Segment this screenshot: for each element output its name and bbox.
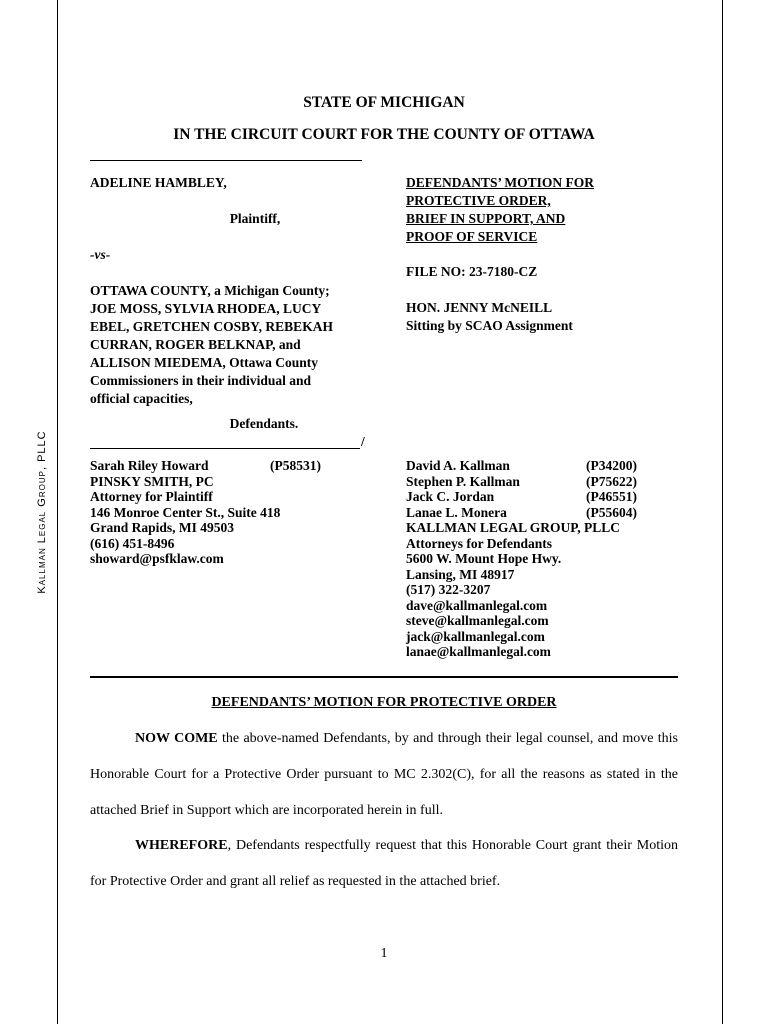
defense-attorney-bar: (P55604)	[586, 504, 637, 520]
defense-counsel-email: jack@kallmanlegal.com	[406, 628, 545, 644]
plaintiff-role: Plaintiff,	[229, 211, 281, 226]
paragraph-text: the above-named Defendants, by and through their legal counsel, and move this Honorable Court for a Protective Order pursuant to MC 2.302(C), for all the reasons as stated in the attached Brief in Support which are incorporated herein in full.	[90, 731, 678, 818]
defense-attorney-row	[406, 473, 637, 490]
defendants-line: ALLISON MIEDEMA, Ottawa County	[90, 355, 319, 370]
plaintiff-counsel-line: PINSKY SMITH, PC	[90, 473, 214, 489]
paragraph-lead: NOW COME	[135, 731, 218, 746]
section-divider	[90, 676, 678, 678]
caption-top-rule	[90, 160, 362, 161]
file-number: FILE NO: 23-7180-CZ	[406, 264, 538, 279]
defense-attorney-name: Lanae L. Monera	[406, 504, 507, 520]
defendants-line: OTTAWA COUNTY, a Michigan County;	[90, 283, 330, 298]
defendants-line: EBEL, GRETCHEN COSBY, REBEKAH	[90, 319, 333, 334]
paragraph-lead: WHEREFORE	[135, 838, 228, 853]
left-margin-rule	[57, 0, 58, 1024]
motion-paragraph-2	[90, 828, 678, 900]
defense-counsel-line: Lansing, MI 48917	[406, 566, 515, 582]
plaintiff-attorney-row	[90, 458, 321, 474]
defense-attorney-name: Jack C. Jordan	[406, 489, 495, 504]
paragraph-text: , Defendants respectfully request that this Honorable Court grant their Motion for Protective Order and grant all relief as requested in the attached brief.	[90, 838, 678, 889]
judge-name: HON. JENNY McNEILL	[406, 300, 553, 315]
defendants-line: JOE MOSS, SYLVIA RHODEA, LUCY	[90, 301, 322, 316]
court-heading: IN THE CIRCUIT COURT FOR THE COUNTY OF OTTAWA	[173, 126, 595, 143]
state-heading: STATE OF MICHIGAN	[303, 94, 465, 111]
defendants-list	[90, 282, 333, 408]
defense-attorney-row	[406, 458, 637, 474]
plaintiff-name: ADELINE HAMBLEY,	[90, 175, 227, 190]
judge-assignment: Sitting by SCAO Assignment	[406, 318, 573, 333]
plaintiff-counsel-line: (616) 451-8496	[90, 535, 175, 551]
defense-counsel-email: dave@kallmanlegal.com	[406, 597, 548, 613]
document-title-line: BRIEF IN SUPPORT, AND	[406, 211, 566, 226]
caption-slash: /	[361, 434, 365, 449]
defense-counsel-email: lanae@kallmanlegal.com	[406, 644, 551, 659]
page-number: 1	[380, 946, 388, 961]
defendants-role: Defendants.	[229, 416, 299, 431]
defense-attorney-row	[406, 504, 637, 521]
caption-bottom-rule	[90, 448, 360, 449]
defendants-line: official capacities,	[90, 391, 193, 406]
defendants-line: Commissioners in their individual and	[90, 373, 312, 388]
defense-attorney-bar: (P75622)	[586, 473, 637, 489]
plaintiff-counsel-line: Grand Rapids, MI 49503	[90, 520, 235, 535]
defense-attorney-name: Stephen P. Kallman	[406, 473, 520, 489]
defense-counsel-email: steve@kallmanlegal.com	[406, 613, 549, 628]
right-margin-rule	[722, 0, 723, 1024]
firm-margin-text: Kallman Legal Group, PLLC	[36, 424, 48, 599]
document-title-line: PROOF OF SERVICE	[406, 229, 538, 244]
motion-heading: DEFENDANTS’ MOTION FOR PROTECTIVE ORDER	[211, 695, 557, 710]
defense-counsel-line: 5600 W. Mount Hope Hwy.	[406, 551, 562, 566]
motion-paragraph-1	[90, 721, 678, 829]
versus-label: -vs-	[90, 247, 111, 262]
plaintiff-attorney-name: Sarah Riley Howard	[90, 458, 209, 473]
document-title-line: DEFENDANTS’ MOTION FOR	[406, 175, 595, 190]
defense-attorney-name: David A. Kallman	[406, 458, 510, 473]
defense-counsel-line: KALLMAN LEGAL GROUP, PLLC	[406, 520, 621, 535]
plaintiff-counsel-block	[90, 458, 321, 567]
defense-counsel-line: Attorneys for Defendants	[406, 535, 552, 551]
plaintiff-attorney-bar: (P58531)	[270, 458, 321, 473]
defense-attorney-bar: (P34200)	[586, 458, 637, 473]
defendants-line: CURRAN, ROGER BELKNAP, and	[90, 337, 301, 352]
plaintiff-counsel-line: Attorney for Plaintiff	[90, 489, 213, 504]
defense-counsel-line: (517) 322-3207	[406, 582, 491, 597]
defense-attorney-row	[406, 489, 637, 505]
defense-counsel-block	[406, 458, 637, 660]
defense-attorney-bar: (P46551)	[586, 489, 637, 504]
plaintiff-counsel-email: showard@psfklaw.com	[90, 551, 224, 566]
document-title-line: PROTECTIVE ORDER,	[406, 193, 551, 208]
document-title	[406, 174, 594, 246]
plaintiff-counsel-line: 146 Monroe Center St., Suite 418	[90, 504, 281, 520]
